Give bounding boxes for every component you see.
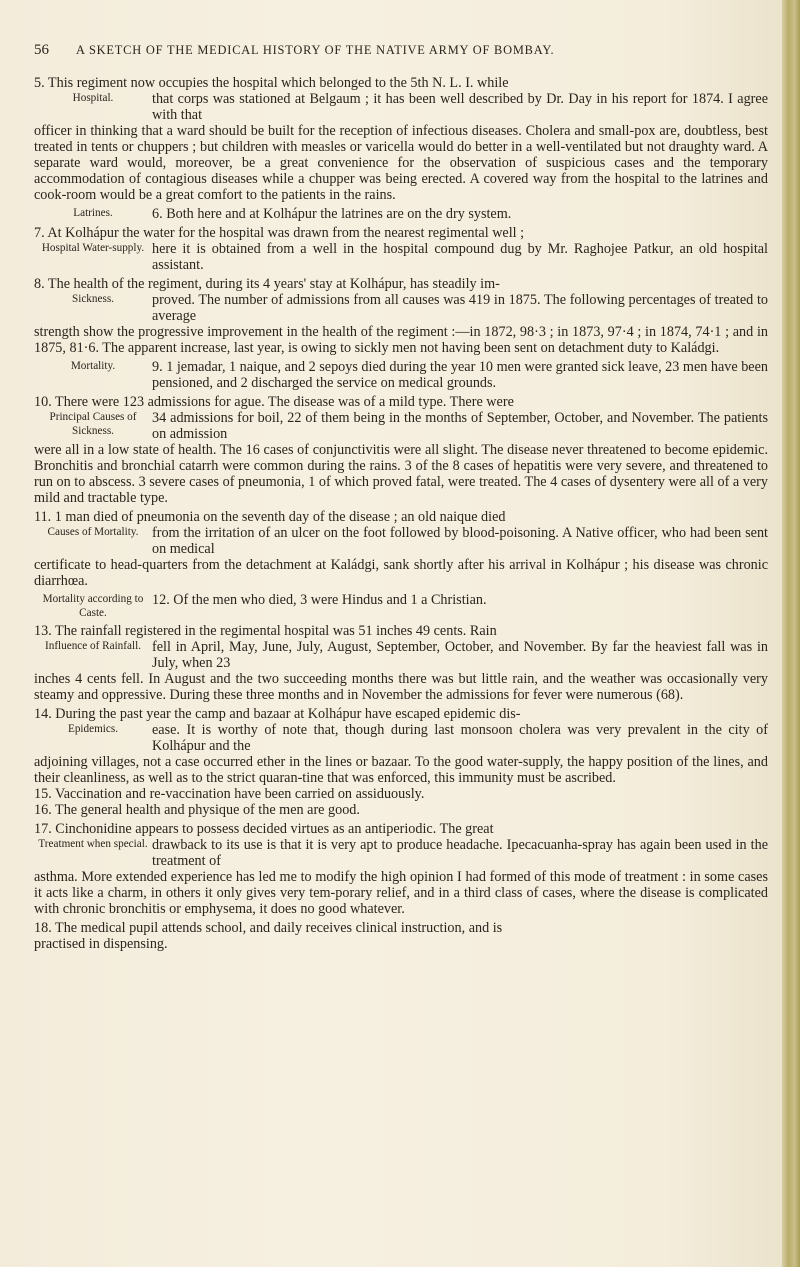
paragraph-8 [34,276,768,356]
margin-note-hospital: Hospital. [72,92,114,104]
paragraph-13 [34,623,768,703]
paragraph-17 [34,821,768,917]
paragraph-lead: 11. 1 man died of pneumonia on the seventh day of the disease ; an old naique died [34,509,506,525]
paragraph-side: here it is obtained from a well in the hospital compound dug by Mr. Raghojee Patkur, an old hospital assistant. [152,241,768,273]
margin-note-water-supply: Hospital Water-supply. [41,242,145,254]
margin-note-sickness: Sickness. [72,293,114,305]
running-header [34,42,772,62]
paragraph-body: strength show the progressive improvement in the health of the regiment :—in 1872, 98·3 ; in 1873, 97·4 ; in 1874, 74·1 ; and in 1875, 81·6. The apparent increase, last year, is owing to sickly men not having been sent on detachment duty to Kaládgi. [34,324,768,356]
margin-note-rainfall: Influence of Rainfall. [45,640,141,652]
paragraph-side: proved. The number of admissions from all causes was 419 in 1875. The following percentages of treated to average [152,292,768,324]
paragraph-11 [34,509,768,589]
paragraph-body: practised in dispensing. [34,936,168,952]
paragraph-side: 34 admissions for boil, 22 of them being in the months of September, October, and November. The patients on admission [152,410,768,442]
paragraph-lead: 8. The health of the regiment, during its 4 years' stay at Kolhápur, has steadily im- [34,276,500,292]
page-number: 56 [34,42,49,58]
paragraph-lead: 13. The rainfall registered in the regimental hospital was 51 inches 49 cents. Rain [34,623,497,639]
margin-note-latrines: Latrines. [73,207,113,219]
running-title: A SKETCH OF THE MEDICAL HISTORY OF THE NATIVE ARMY OF BOMBAY. [76,43,555,57]
margin-note-causes-of-mortality: Causes of Mortality. [47,526,139,538]
margin-note-treatment: Treatment when special. [38,838,148,850]
paragraph-side: ease. It is worthy of note that, though during last monsoon cholera was very prevalent in the city of Kolhápur and the [152,722,768,754]
paragraph-body: adjoining villages, not a case occurred ether in the lines or bazaar. To the good water-supply, the happy position of the lines, and their cleanliness, as well as to the strict quaran-tine that was enforced, this immunity must be ascribed. [34,754,768,786]
paragraph-lead: 7. At Kolhápur the water for the hospital was drawn from the nearest regimental well ; [34,225,525,241]
paragraph-body: were all in a low state of health. The 16 cases of conjunctivitis were all slight. The disease never threatened to become epidemic. Bronchitis and bronchial catarrh were common during the rains. 3 of the 8 cases of hepatitis were very severe, and threatened to run on to abscess. 3 severe cases of pneumonia, 1 of which proved fatal, were treated. The 4 cases of dysentery were all of a very mild and tractable type. [34,442,768,506]
paragraph-6 [34,206,768,222]
body-text [34,75,768,952]
paragraph-15: 15. Vaccination and re-vaccination have been carried on assiduously. [34,786,425,802]
paragraph-body: certificate to head-quarters from the detachment at Kaládgi, sank shortly after his arrival in Kolhápur ; his disease was chronic diarrhœa. [34,557,768,589]
margin-note-caste: Mortality according to Caste. [42,593,144,619]
paragraph-16: 16. The general health and physique of the men are good. [34,802,360,818]
paragraph-lead: 5. This regiment now occupies the hospital which belonged to the 5th N. L. I. while [34,75,509,91]
paragraph-lead: 10. There were 123 admissions for ague. The disease was of a mild type. There were [34,394,514,410]
paragraph-10 [34,394,768,506]
paragraph-body: asthma. More extended experience has led me to modify the high opinion I had formed of this mode of treatment : in some cases it acts like a charm, in others it only gives very tem-porary relief, and in a third class of cases, where the disease is complicated with chronic bronchitis or emphysema, it does no good whatever. [34,869,768,917]
paragraph-side: 9. 1 jemadar, 1 naique, and 2 sepoys died during the year 10 men were granted sick leave, 23 men have been pensioned, and 2 discharged the service on medical grounds. [152,359,768,391]
page-edge [782,0,800,1267]
paragraph-lead: 18. The medical pupil attends school, and daily receives clinical instruction, and is [34,920,503,936]
paragraph-14 [34,706,768,786]
paragraph-side: from the irritation of an ulcer on the foot followed by blood-poisoning. A Native officer, who had been sent on medical [152,525,768,557]
paragraph-5 [34,75,768,203]
margin-note-mortality: Mortality. [70,360,116,372]
paragraph-7 [34,225,768,273]
paragraph-18 [34,920,768,952]
paragraph-12 [34,592,768,620]
paragraph-lead: 17. Cinchonidine appears to possess decided virtues as an antiperiodic. The great [34,821,494,837]
paragraph-side: 12. Of the men who died, 3 were Hindus and 1 a Christian. [152,592,487,608]
paragraph-side: that corps was stationed at Belgaum ; it has been well described by Dr. Day in his report for 1874. I agree with that [152,91,768,123]
paragraph-9 [34,359,768,391]
paragraph-side: fell in April, May, June, July, August, September, October, and November. By far the heaviest fall was in July, when 23 [152,639,768,671]
paragraph-side: 6. Both here and at Kolhápur the latrines are on the dry system. [152,206,512,222]
paragraph-body: inches 4 cents fell. In August and the two succeeding months there was but little rain, and the weather was occasionally very steamy and oppressive. During these three months and in November the admissions for fever were numerous (68). [34,671,768,703]
paragraph-lead: 14. During the past year the camp and bazaar at Kolhápur have escaped epidemic dis- [34,706,521,722]
margin-note-principal-causes: Principal Causes of Sickness. [49,411,137,437]
paragraph-body: officer in thinking that a ward should be built for the reception of infectious diseases. Cholera and small-pox are, doubtless, best treated in tents or chuppers ; but children with measles or varicella would do better in a well-ventilated but not draughty ward. A separate ward would, moreover, be a great convenience for the observation of suspicious cases and the temporary accommodation of contagious diseases while a chupper was being erected. A covered way from the hospital to the latrines and cook-room would be a great comfort to the patients in the rains. [34,123,768,203]
margin-note-epidemics: Epidemics. [67,723,119,735]
paragraph-side: drawback to its use is that it is very apt to produce headache. Ipecacuanha-spray has again been used in the treatment of [152,837,768,869]
